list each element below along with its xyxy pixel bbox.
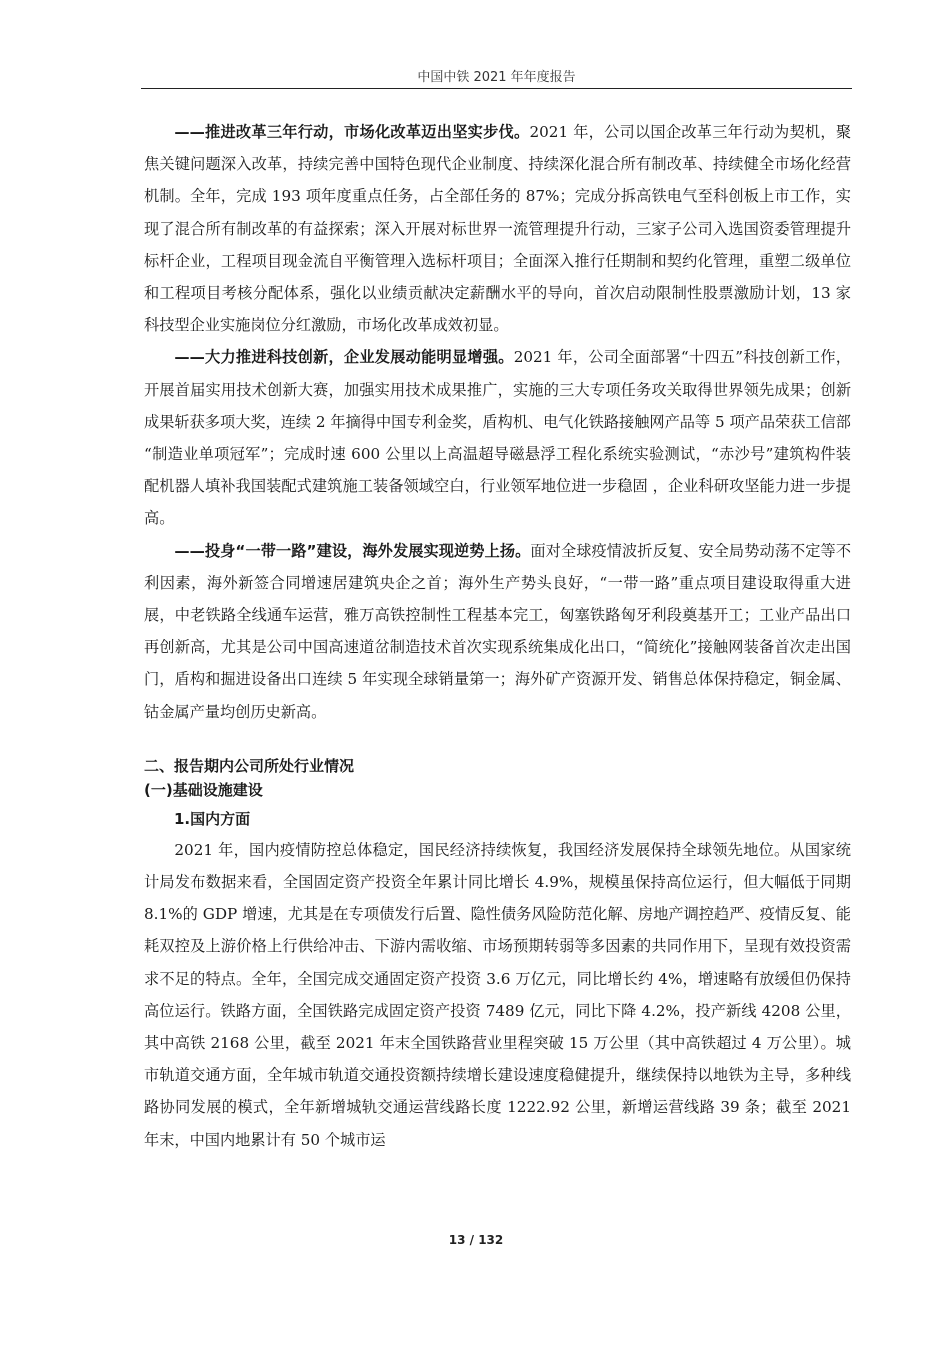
subsection-heading: (一)基础设施建设: [144, 780, 263, 799]
paragraph-lead: ——推进改革三年行动，市场化改革迈出坚实步伐。: [174, 123, 530, 141]
page-number: 13 / 132: [448, 1233, 504, 1247]
paragraph-text: 2021 年，公司全面部署“十四五”科技创新工作，开展首届实用技术创新大赛，加强实用技术成果推广，实施的三大专项任务攻关取得世界领先成果；创新成果斩获多项大奖，连续 2 年摘得中国专利金奖，盾构机、电气化铁路接触网产品等 5 项产品荣获工信部 “制造业单项冠军”；完成时速 600 公里以上高温超导磁悬浮工程化系统实验测试，“赤沙号”建筑构件装配机器人填补我国装配式建筑施工装备领域空白，行业领军地位进一步稳固 ，企业科研攻坚能力进一步提高。: [144, 348, 851, 528]
section-heading: 二、报告期内公司所处行业情况: [144, 756, 355, 775]
paragraph-technology: [144, 341, 851, 534]
paragraph-text: 面对全球疫情波折反复、安全局势动荡不定等不利因素，海外新签合同增速居建筑央企之首；海外生产势头良好，“一带一路”重点项目建设取得重大进展，中老铁路全线通车运营，雅万高铁控制性工程基本完工，匈塞铁路匈牙利段奠基开工；工业产品出口再创新高，尤其是公司中国高速道岔制造技术首次实现系统集成化出口，“简统化”接触网装备首次走出国门，盾构和掘进设备出口连续 5 年实现全球销量第一；海外矿产资源开发、销售总体保持稳定，铜金属、钴金属产量均创历史新高。: [144, 541, 852, 721]
paragraph-lead: ——大力推进科技创新，企业发展动能明显增强。: [174, 348, 514, 367]
paragraph-lead: ——投身“一带一路”建设，海外发展实现逆势上扬。: [174, 541, 531, 560]
report-header-title: 中国中铁 2021 年年度报告: [417, 70, 576, 85]
subsubsection-heading: 1.国内方面: [174, 809, 251, 828]
paragraph-text: 2021 年，公司以国企改革三年行动为契机，聚焦关键问题深入改革，持续完善中国特色现代企业制度、持续深化混合所有制改革、持续健全市场化经营机制。全年，完成 193 项年度重点任务，占全部任务的 87%；完成分拆高铁电气至科创板上市工作，实现了混合所有制改革的有益探索；深入开展对标世界一流管理提升行动，三家子公司入选国资委管理提升标杆企业，工程项目现金流自平衡管理入选标杆项目；全面深入推行任期制和契约化管理，重塑二级单位和工程项目考核分配体系，强化以业绩贡献决定薪酬水平的导向，首次启动限制性股票激励计划，13 家科技型企业实施岗位分红激励，市场化改革成效初显。: [144, 123, 852, 335]
paragraph-reform: [144, 116, 851, 341]
document-body: [144, 116, 851, 1156]
paragraph-domestic: 2021 年，国内疫情防控总体稳定，国民经济持续恢复，我国经济发展保持全球领先地位。从国家统计局发布数据来看，全国固定资产投资全年累计同比增长 4.9%，规模虽保持高位运行，但大幅低于同期 8.1%的 GDP 增速，尤其是在专项债发行后置、隐性债务风险防范化解、房地产调控趋严、疫情反复、能耗双控及上游价格上行供给冲击、下游内需收缩、市场预期转弱等多因素的共同作用下，呈现有效投资需求不足的特点。全年，全国完成交通固定资产投资 3.6 万亿元，同比增长约 4%，增速略有放缓但仍保持高位运行。铁路方面，全国铁路完成固定资产投资 7489 亿元，同比下降 4.2%，投产新线 4208 公里，其中高铁 2168 公里，截至 2021 年末全国铁路营业里程突破 15 万公里（其中高铁超过 4 万公里）。城市轨道交通方面，全年城市轨道交通投资额持续增长建设速度稳健提升，继续保持以地铁为主导，多种线路协同发展的模式，全年新增城轨交通运营线路长度 1222.92 公里，新增运营线路 39 条；截至 2021 年末，中国内地累计有 50 个城市运: [144, 840, 851, 1149]
header-divider: [141, 88, 852, 89]
paragraph-belt-road: [144, 535, 851, 728]
